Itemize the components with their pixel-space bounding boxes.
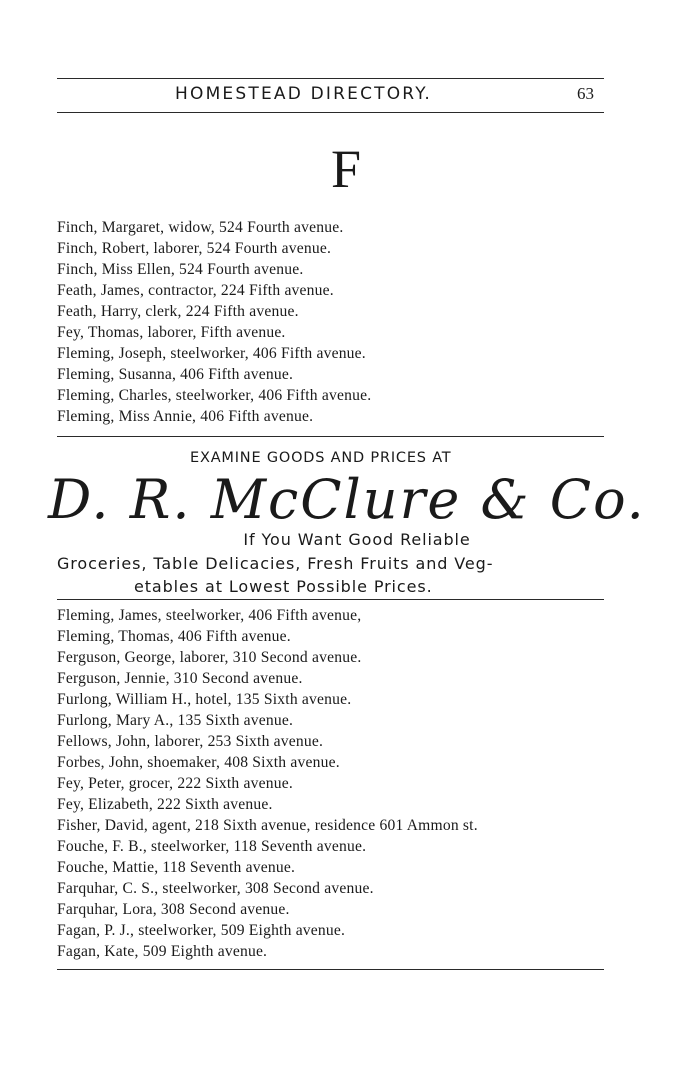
directory-entry: Fleming, James, steelworker, 406 Fifth avenue, bbox=[57, 607, 362, 624]
header-title: HOMESTEAD DIRECTORY. bbox=[175, 84, 432, 104]
directory-entry: Feath, Harry, clerk, 224 Fifth avenue. bbox=[57, 303, 299, 320]
directory-entry: Fellows, John, laborer, 253 Sixth avenue. bbox=[57, 733, 324, 750]
directory-entry: Fleming, Miss Annie, 406 Fifth avenue. bbox=[57, 408, 314, 425]
directory-entry: Fagan, Kate, 509 Eighth avenue. bbox=[57, 943, 268, 960]
ad-firm-name: D. R. McClure & Co. bbox=[48, 468, 646, 531]
directory-entry: Finch, Robert, laborer, 524 Fourth avenue. bbox=[57, 240, 332, 257]
ad-intro: EXAMINE GOODS AND PRICES AT bbox=[190, 450, 452, 466]
directory-entry: Farquhar, Lora, 308 Second avenue. bbox=[57, 901, 290, 918]
directory-entry: Fleming, Thomas, 406 Fifth avenue. bbox=[57, 628, 291, 645]
directory-entry: Feath, James, contractor, 224 Fifth avenue. bbox=[57, 282, 334, 299]
header-top-rule bbox=[57, 78, 604, 79]
directory-entry: Fleming, Susanna, 406 Fifth avenue. bbox=[57, 366, 294, 383]
directory-entry: Fey, Peter, grocer, 222 Sixth avenue. bbox=[57, 775, 293, 792]
directory-entry: Finch, Margaret, widow, 524 Fourth avenue. bbox=[57, 219, 344, 236]
directory-entry: Fleming, Joseph, steelworker, 406 Fifth avenue. bbox=[57, 345, 366, 362]
footer-rule bbox=[57, 969, 604, 970]
directory-entry: Fouche, F. B., steelworker, 118 Seventh avenue. bbox=[57, 838, 367, 855]
advertisement bbox=[0, 436, 684, 601]
directory-entry: Fey, Thomas, laborer, Fifth avenue. bbox=[57, 324, 286, 341]
directory-list-bottom bbox=[57, 605, 478, 962]
directory-entry: Furlong, William H., hotel, 135 Sixth avenue. bbox=[57, 691, 352, 708]
page-header bbox=[57, 84, 604, 108]
directory-list-top bbox=[57, 217, 371, 427]
page-number: 63 bbox=[577, 84, 594, 103]
directory-entry: Forbes, John, shoemaker, 408 Sixth avenue. bbox=[57, 754, 340, 771]
ad-bottom-rule bbox=[57, 599, 604, 600]
ad-tagline-3: etables at Lowest Possible Prices. bbox=[134, 577, 433, 596]
ad-tagline-1: If You Want Good Reliable bbox=[243, 530, 471, 549]
directory-entry: Finch, Miss Ellen, 524 Fourth avenue. bbox=[57, 261, 304, 278]
directory-entry: Fouche, Mattie, 118 Seventh avenue. bbox=[57, 859, 296, 876]
directory-entry: Fey, Elizabeth, 222 Sixth avenue. bbox=[57, 796, 273, 813]
directory-entry: Fisher, David, agent, 218 Sixth avenue, residence 601 Ammon st. bbox=[57, 817, 478, 834]
directory-entry: Fleming, Charles, steelworker, 406 Fifth avenue. bbox=[57, 387, 372, 404]
directory-entry: Farquhar, C. S., steelworker, 308 Second avenue. bbox=[57, 880, 374, 897]
directory-entry: Ferguson, Jennie, 310 Second avenue. bbox=[57, 670, 303, 687]
directory-entry: Furlong, Mary A., 135 Sixth avenue. bbox=[57, 712, 294, 729]
directory-entry: Ferguson, George, laborer, 310 Second avenue. bbox=[57, 649, 362, 666]
section-letter: F bbox=[330, 139, 362, 199]
header-bottom-rule bbox=[57, 112, 604, 113]
directory-entry: Fagan, P. J., steelworker, 509 Eighth avenue. bbox=[57, 922, 346, 939]
ad-tagline-2: Groceries, Table Delicacies, Fresh Fruits and Veg- bbox=[57, 554, 494, 573]
